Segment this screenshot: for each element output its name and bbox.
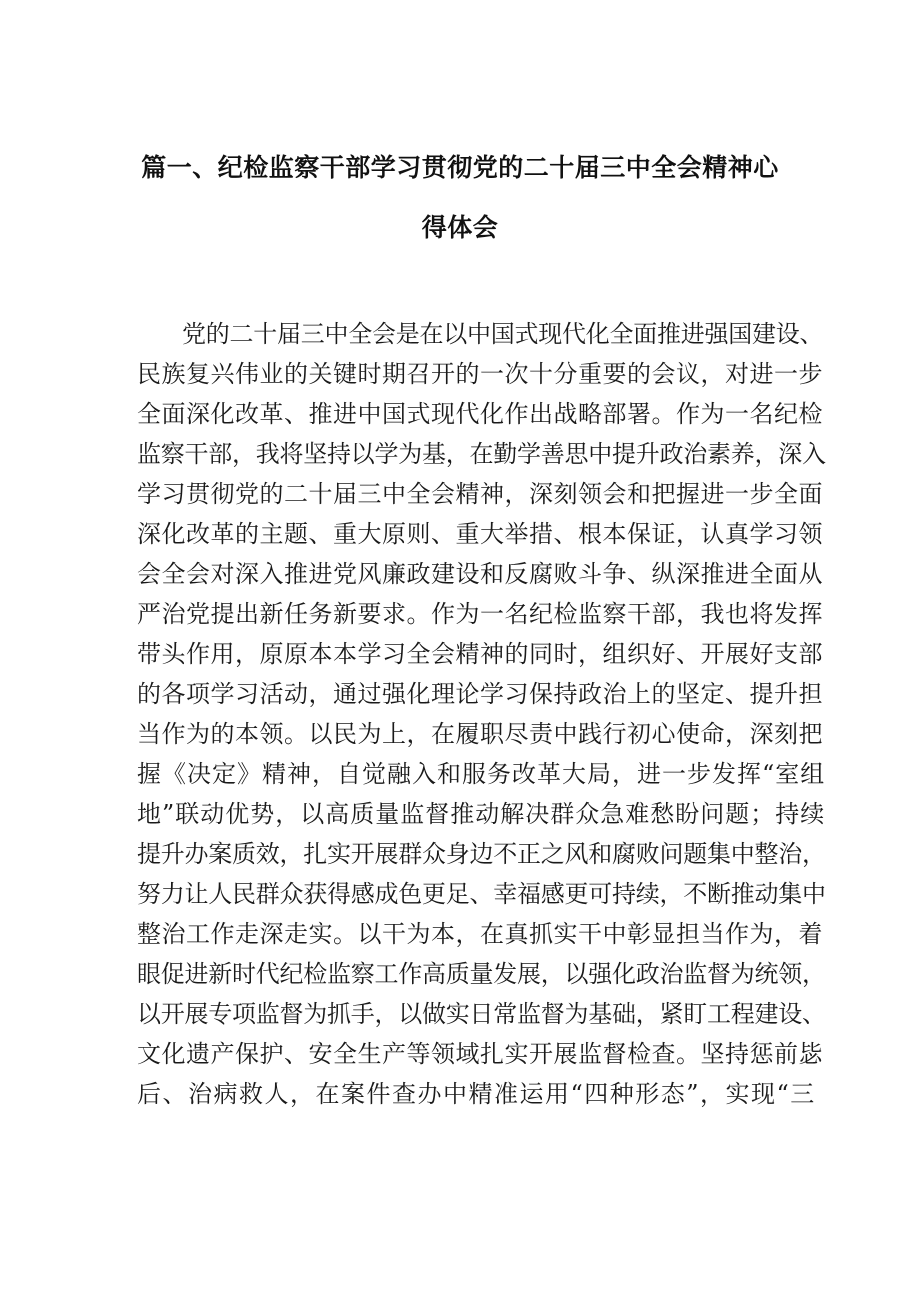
body-line: 学习贯彻党的二十届三中全会精神，深刻领会和把握进一步全面	[137, 480, 823, 508]
document-title-line-1: 篇一、纪检监察干部学习贯彻党的二十届三中全会精神心	[141, 153, 779, 182]
body-line: 文化遗产保护、安全生产等领域扎实开展监督检查。坚持惩前毖	[137, 1040, 823, 1068]
body-line: 以开展专项监督为抓手，以做实日常监督为基础，紧盯工程建设、	[137, 1000, 826, 1028]
body-line: 后、治病救人，在案件查办中精准运用“四种形态”，实现“三	[137, 1080, 816, 1108]
body-line: 努力让人民群众获得感成色更足、幸福感更可持续，不断推动集中	[137, 880, 826, 908]
body-line: 全面深化改革、推进中国式现代化作出战略部署。作为一名纪检	[137, 400, 823, 428]
body-line: 监察干部，我将坚持以学为基，在勤学善思中提升政治素养，深入	[137, 440, 826, 468]
body-line: 严治党提出新任务新要求。作为一名纪检监察干部，我也将发挥	[137, 600, 823, 628]
body-line: 深化改革的主题、重大原则、重大举措、根本保证，认真学习领	[137, 520, 823, 548]
body-line: 眼促进新时代纪检监察工作高质量发展，以强化政治监督为统领，	[137, 960, 826, 988]
body-line: 的各项学习活动，通过强化理论学习保持政治上的坚定、提升担	[137, 680, 823, 708]
document-title-line-2: 得体会	[421, 213, 499, 242]
body-line: 握《决定》精神，自觉融入和服务改革大局，进一步发挥“室组	[137, 760, 826, 788]
body-line: 提升办案质效，扎实开展群众身边不正之风和腐败问题集中整治，	[137, 840, 826, 868]
body-line: 带头作用，原原本本学习全会精神的同时，组织好、开展好支部	[137, 640, 823, 668]
body-line: 地”联动优势，以高质量监督推动解决群众急难愁盼问题；持续	[137, 800, 826, 828]
body-line: 会全会对深入推进党风廉政建设和反腐败斗争、纵深推进全面从	[137, 560, 823, 588]
body-line: 党的二十届三中全会是在以中国式现代化全面推进强国建设、	[182, 320, 824, 348]
body-line: 民族复兴伟业的关键时期召开的一次十分重要的会议，对进一步	[137, 360, 823, 388]
body-line: 当作为的本领。以民为上，在履职尽责中践行初心使命，深刻把	[137, 720, 823, 748]
body-line: 整治工作走深走实。以干为本，在真抓实干中彰显担当作为，着	[137, 920, 823, 948]
